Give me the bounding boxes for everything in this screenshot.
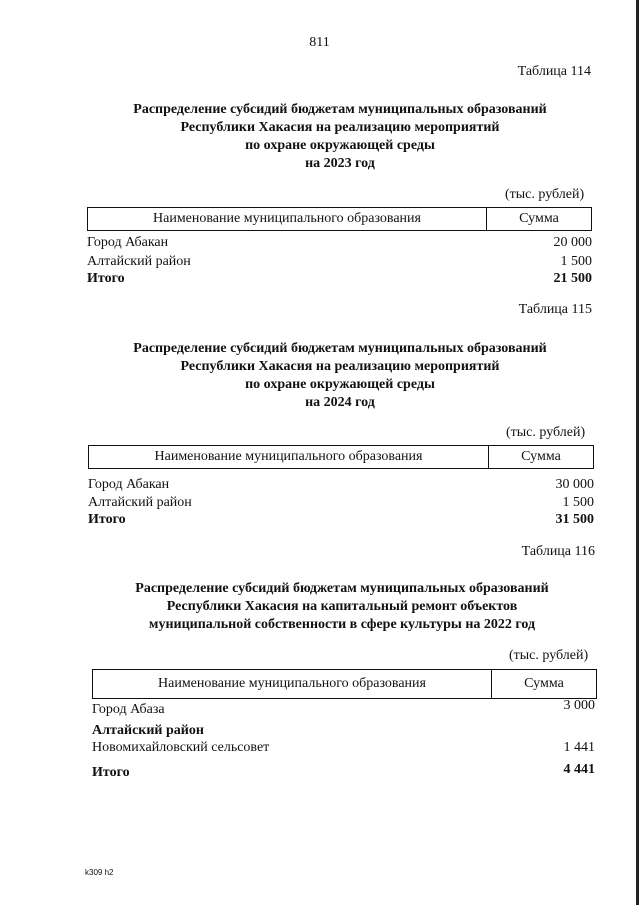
table-114-title	[0, 101, 639, 173]
table-116-units: (тыс. рублей)	[509, 648, 589, 663]
table-total-row	[88, 511, 594, 529]
row-name: Новомихайловский сельсовет	[92, 740, 270, 755]
row-name: Алтайский район	[87, 254, 191, 269]
total-value: 31 500	[555, 512, 594, 527]
title-line: Республики Хакасия на капитальный ремонт объектов	[166, 599, 518, 614]
title-line: по охране окружающей среды	[245, 377, 435, 392]
title-line: Республики Хакасия на реализацию мероприятий	[180, 120, 500, 135]
total-value: 21 500	[553, 271, 592, 286]
row-value: 30 000	[555, 477, 594, 492]
header-name-column: Наименование муниципального образования	[89, 446, 489, 468]
table-row	[88, 476, 594, 494]
table-total-row	[87, 270, 592, 288]
table-row	[92, 722, 595, 740]
row-name: Алтайский район	[92, 723, 204, 738]
footer-code: k309 h2	[85, 868, 114, 877]
header-name-column: Наименование муниципального образования	[88, 208, 487, 230]
header-sum-column: Сумма	[521, 449, 561, 464]
table-row	[92, 698, 595, 719]
table-row	[88, 494, 594, 512]
total-label: Итого	[87, 271, 125, 286]
row-value: 1 441	[563, 740, 595, 755]
title-line: Распределение субсидий бюджетам муниципальных образований	[135, 581, 549, 596]
row-name: Город Абакан	[87, 235, 169, 250]
table-row	[92, 739, 595, 757]
row-name: Алтайский район	[88, 495, 192, 510]
total-label: Итого	[88, 512, 126, 527]
table-116-title	[2, 580, 639, 634]
table-115-title	[0, 340, 639, 412]
header-sum-column: Сумма	[524, 676, 564, 691]
total-label: Итого	[92, 765, 130, 780]
row-value: 1 500	[560, 254, 592, 269]
table-115-label: Таблица 115	[518, 302, 592, 317]
title-line: Распределение субсидий бюджетам муниципальных образований	[133, 102, 547, 117]
row-name: Город Абакан	[88, 477, 170, 492]
row-value: 1 500	[562, 495, 594, 510]
table-total-row	[92, 761, 595, 779]
table-115-units: (тыс. рублей)	[506, 425, 586, 440]
table-114-header	[87, 207, 592, 231]
table-114-label: Таблица 114	[517, 64, 591, 79]
title-line: Республики Хакасия на реализацию мероприятий	[180, 359, 500, 374]
title-line: муниципальной собственности в сфере культуры на 2022 год	[148, 617, 536, 632]
table-114-units: (тыс. рублей)	[505, 187, 585, 202]
header-sum-column: Сумма	[519, 211, 559, 226]
total-value: 4 441	[563, 762, 595, 777]
row-value: 3 000	[563, 698, 595, 713]
table-116-header	[92, 669, 597, 699]
row-name: Город Абаза	[92, 702, 165, 717]
title-line: Распределение субсидий бюджетам муниципальных образований	[133, 341, 547, 356]
row-value: 20 000	[553, 235, 592, 250]
table-115-header	[88, 445, 594, 469]
title-line: на 2023 год	[305, 156, 375, 171]
page-number: 811	[309, 35, 330, 50]
title-line: по охране окружающей среды	[245, 138, 435, 153]
title-line: на 2024 год	[305, 395, 375, 410]
header-name-column: Наименование муниципального образования	[93, 670, 492, 698]
table-116-label: Таблица 116	[521, 544, 595, 559]
table-row	[87, 234, 592, 252]
table-row	[87, 253, 592, 271]
